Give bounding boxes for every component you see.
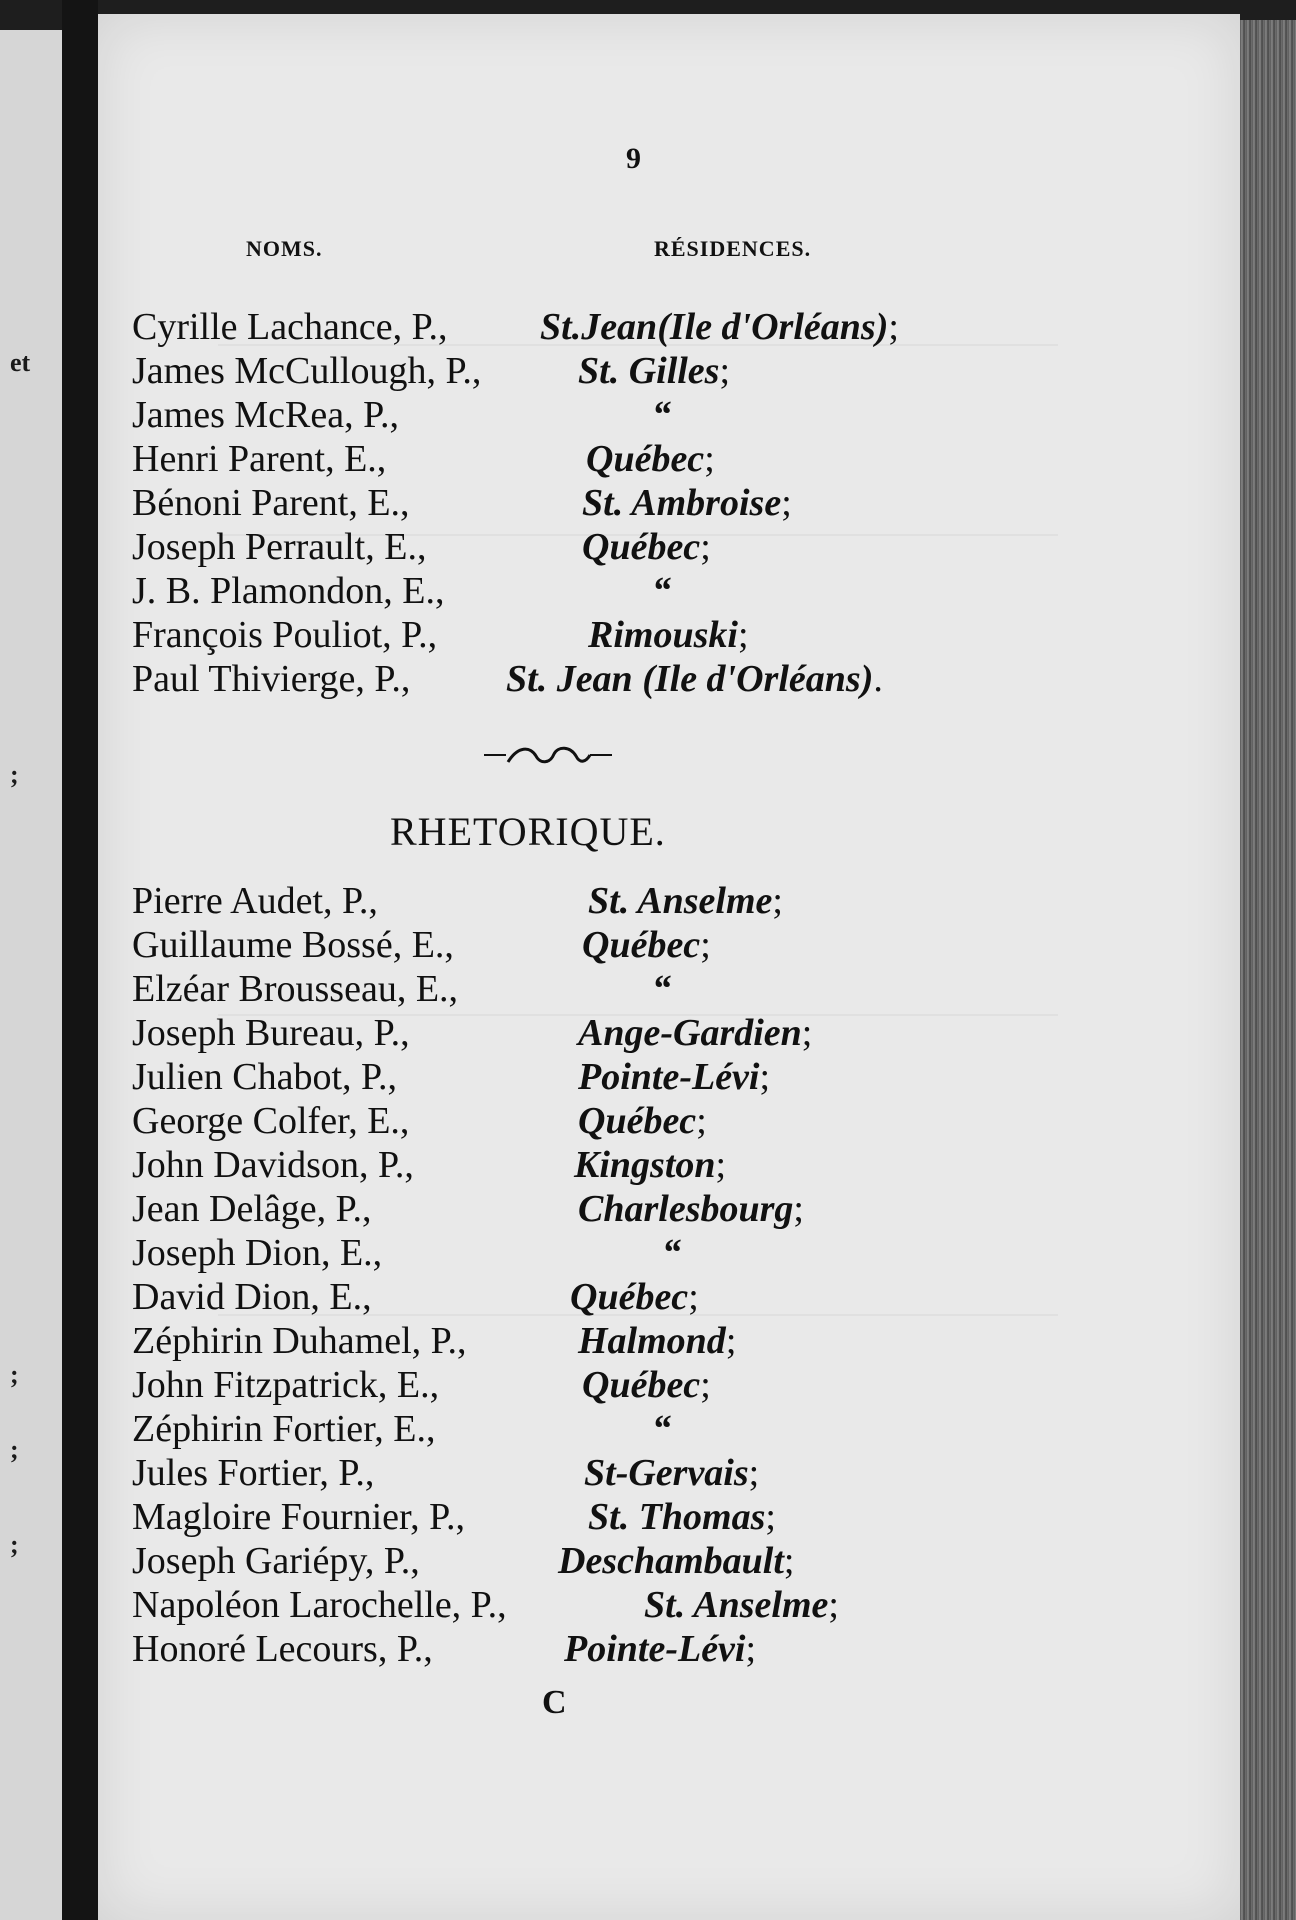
- student-name: Zéphirin Fortier, E.,: [132, 1408, 436, 1450]
- student-residence: St. Jean (Ile d'Orléans).: [506, 658, 883, 700]
- student-residence: “: [662, 1232, 681, 1274]
- column-header-residences: RÉSIDENCES.: [654, 236, 812, 261]
- signature-mark: C: [542, 1684, 567, 1721]
- student-name: Elzéar Brousseau, E.,: [132, 968, 459, 1010]
- student-residence: Pointe-Lévi;: [564, 1628, 757, 1670]
- student-residence: “: [652, 1408, 671, 1450]
- student-name: Bénoni Parent, E.,: [132, 482, 410, 524]
- student-residence: Québec;: [570, 1276, 699, 1318]
- student-name: J. B. Plamondon, E.,: [132, 570, 445, 612]
- student-name: François Pouliot, P.,: [132, 614, 438, 656]
- student-residence: Kingston;: [574, 1144, 727, 1186]
- student-name: Honoré Lecours, P.,: [132, 1628, 433, 1670]
- student-residence: St. Anselme;: [588, 880, 783, 922]
- student-residence: St. Anselme;: [644, 1584, 839, 1626]
- student-name: Joseph Perrault, E.,: [132, 526, 427, 568]
- student-residence: “: [652, 570, 671, 612]
- student-name: Paul Thivierge, P.,: [132, 658, 411, 700]
- section-title: RHETORIQUE.: [390, 809, 666, 854]
- student-name: Cyrille Lachance, P.,: [132, 306, 448, 348]
- student-residence: Halmond;: [578, 1320, 737, 1362]
- book-gutter: [62, 0, 98, 1920]
- student-residence: Rimouski;: [588, 614, 749, 656]
- ornament-divider-icon: [478, 742, 618, 768]
- left-page-mark: ;: [10, 1360, 19, 1389]
- student-residence: Québec;: [582, 526, 711, 568]
- student-residence: Québec;: [586, 438, 715, 480]
- left-page-mark: et: [10, 348, 31, 377]
- left-page-mark: ;: [10, 760, 19, 789]
- student-residence: Pointe-Lévi;: [578, 1056, 771, 1098]
- student-name: James McRea, P.,: [132, 394, 400, 436]
- student-name: John Davidson, P.,: [132, 1144, 414, 1186]
- student-name: David Dion, E.,: [132, 1276, 372, 1318]
- student-residence: St. Ambroise;: [582, 482, 792, 524]
- student-name: Magloire Fournier, P.,: [132, 1496, 466, 1538]
- student-name: John Fitzpatrick, E.,: [132, 1364, 440, 1406]
- student-residence: Charlesbourg;: [578, 1188, 804, 1230]
- page-edges: [1240, 20, 1296, 1920]
- page-number: 9: [626, 142, 641, 175]
- student-residence: Québec;: [582, 1364, 711, 1406]
- student-residence: Deschambault;: [558, 1540, 795, 1582]
- student-residence: “: [652, 968, 671, 1010]
- left-page-mark: ;: [10, 1435, 19, 1464]
- student-name: Napoléon Larochelle, P.,: [132, 1584, 507, 1626]
- student-residence: Québec;: [582, 924, 711, 966]
- student-name: Julien Chabot, P.,: [132, 1056, 397, 1098]
- column-header-names: NOMS.: [246, 236, 323, 261]
- student-name: Guillaume Bossé, E.,: [132, 924, 454, 966]
- student-name: Jean Delâge, P.,: [132, 1188, 372, 1230]
- student-residence: St. Gilles;: [578, 350, 731, 392]
- book-page: [98, 14, 1240, 1920]
- student-name: Jules Fortier, P.,: [132, 1452, 375, 1494]
- student-residence: Québec;: [578, 1100, 707, 1142]
- student-name: Pierre Audet, P.,: [132, 880, 378, 922]
- student-name: Zéphirin Duhamel, P.,: [132, 1320, 467, 1362]
- student-name: Joseph Dion, E.,: [132, 1232, 383, 1274]
- left-page-mark: ;: [10, 1530, 19, 1559]
- student-residence: St.Jean(Ile d'Orléans);: [540, 306, 899, 348]
- student-residence: Ange-Gardien;: [578, 1012, 813, 1054]
- student-residence: “: [652, 394, 671, 436]
- student-name: Joseph Gariépy, P.,: [132, 1540, 420, 1582]
- student-name: Joseph Bureau, P.,: [132, 1012, 410, 1054]
- student-name: George Colfer, E.,: [132, 1100, 410, 1142]
- student-name: Henri Parent, E.,: [132, 438, 387, 480]
- student-name: James McCullough, P.,: [132, 350, 482, 392]
- student-residence: St. Thomas;: [588, 1496, 776, 1538]
- student-residence: St-Gervais;: [584, 1452, 760, 1494]
- left-page-edge: [0, 30, 62, 1920]
